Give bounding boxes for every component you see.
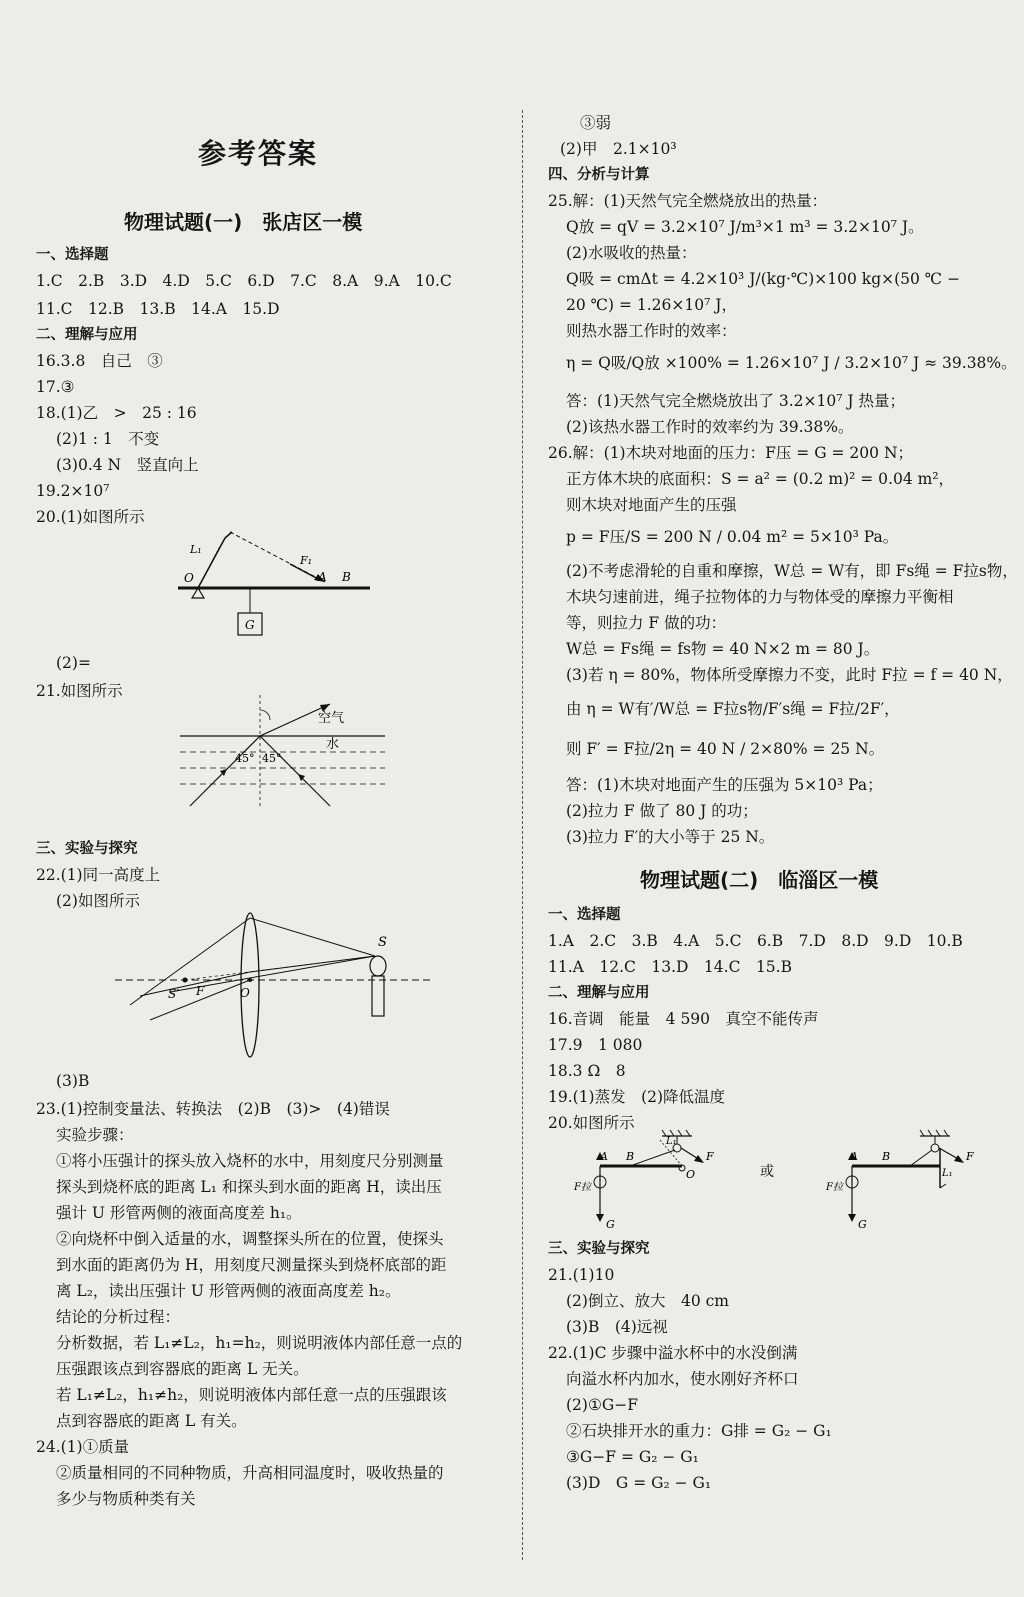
answer-25-2: Q放 = qV = 3.2×10⁷ J/m³×1 m³ = 3.2×10⁷ J。	[566, 218, 924, 236]
exam2-answer-16: 16.音调 能量 4 590 真空不能传声	[548, 1010, 819, 1028]
answer-23-13: 点到容器底的距离 L 有关。	[56, 1412, 247, 1430]
exam2-choice-row1: 1.A 2.C 3.B 4.A 5.C 6.B 7.D 8.D 9.D 10.B	[548, 932, 963, 950]
exam1-choice-row1: 1.C 2.B 3.D 4.D 5.C 6.D 7.C 8.A 9.A 10.C	[36, 272, 452, 290]
answer-18-3: (3)0.4 N 竖直向上	[56, 456, 199, 474]
label-S: S	[378, 935, 387, 950]
lever-pulley-diagram	[570, 1128, 1000, 1238]
diagram-variant-2	[825, 1130, 974, 1231]
v1-label-B: B	[626, 1150, 635, 1163]
label-F: F	[196, 984, 205, 998]
answer-22-1: 22.(1)同一高度上	[36, 866, 161, 884]
exam2-answer-22-2: 向溢水杯内加水，使水刚好齐杯口	[566, 1370, 799, 1388]
answer-24-3-weak: ③弱	[580, 114, 612, 132]
answer-25-3: (2)水吸收的热量：	[566, 244, 697, 262]
v1-label-F: F	[706, 1150, 714, 1163]
answer-25-5: 20 ℃) = 1.26×10⁷ J，	[566, 296, 737, 314]
exam1-section-understanding: 二、理解与应用	[36, 327, 138, 343]
label-O-lens: O	[240, 986, 250, 1000]
label-angle2: 45°	[262, 752, 282, 765]
v2-label-Fla: F拉	[826, 1182, 843, 1193]
convex-lens	[241, 913, 259, 1057]
label-S-prime: S′	[168, 987, 179, 1001]
v2-label-G: G	[858, 1218, 867, 1231]
answer-26-1: 26.解：(1)木块对地面的压力：F压 = G = 200 N；	[548, 444, 914, 462]
answer-18-1: 18.(1)乙 > 25 : 16	[36, 404, 197, 422]
answer-26-14: (3)拉力 F′的大小等于 25 N。	[566, 828, 775, 846]
exam1-choice-row2: 11.C 12.B 13.B 14.A 15.D	[36, 300, 280, 318]
answer-24-2: ②质量相同的不同种物质，升高相同温度时，吸收热量的	[56, 1464, 444, 1482]
label-air: 空气	[318, 711, 345, 726]
answer-26-6: 木块匀速前进，绳子拉物体的力与物体受的摩擦力平衡相	[566, 588, 954, 606]
label-F1: F₁	[300, 554, 313, 567]
column-divider	[522, 110, 523, 1560]
answer-23-3: ①将小压强计的探头放入烧杯的水中，用刻度尺分别测量	[56, 1152, 444, 1170]
exam2-answer-19: 19.(1)蒸发 (2)降低温度	[548, 1088, 726, 1106]
label-water: 水	[326, 737, 340, 752]
answer-20: 20.(1)如图所示	[36, 508, 145, 526]
exam2-section-experiment: 三、实验与探究	[548, 1241, 650, 1257]
answer-23-1: 23.(1)控制变量法、转换法 (2)B (3)> (4)错误	[36, 1100, 390, 1118]
reflected-ray	[260, 736, 330, 806]
label-L1: L₁	[190, 543, 202, 556]
lens-diagram	[110, 910, 440, 1065]
answer-26-7: 等，则拉力 F 做的功：	[566, 614, 727, 632]
answer-23-8: 离 L₂，读出压强计 U 形管两侧的液面高度差 h₂。	[56, 1282, 401, 1300]
answer-26-8: W总 = Fs绳 = fs物 = 40 N×2 m = 80 J。	[566, 640, 880, 658]
answer-24-1: 24.(1)①质量	[36, 1438, 130, 1456]
v1-label-A: A	[600, 1150, 608, 1163]
exam2-answer-21-3: (3)B (4)远视	[566, 1318, 668, 1336]
refraction-diagram	[180, 690, 390, 815]
main-title: 参考答案	[198, 137, 319, 170]
exam2-answer-22-1: 22.(1)C 步骤中溢水杯中的水没倒满	[548, 1344, 798, 1362]
answer-26-10: 由 η = W有′/W总 = F拉s物/F′s绳 = F拉/2F′，	[566, 700, 900, 718]
answer-25-8: 答：(1)天然气完全燃烧放出了 3.2×10⁷ J 热量；	[566, 392, 906, 410]
v1-label-L1: L₁	[666, 1136, 677, 1147]
candle-body	[372, 976, 384, 1016]
exam2-answer-18: 18.3 Ω 8	[548, 1062, 626, 1080]
exam2-section-understanding: 二、理解与应用	[548, 985, 650, 1001]
v2-label-L1: L₁	[942, 1168, 953, 1179]
v2-label-A: A	[850, 1150, 858, 1163]
exam2-answer-20: 20.如图所示	[548, 1114, 635, 1132]
exam2-title: 物理试题(二) 临淄区一模	[640, 868, 879, 892]
lever-diagram	[170, 520, 380, 650]
answer-22-2: (2)如图所示	[56, 892, 140, 910]
answer-17: 17.③	[36, 378, 75, 396]
answer-26-3: 则木块对地面产生的压强	[566, 496, 737, 514]
v2-label-F: F	[966, 1150, 974, 1163]
answer-19: 19.2×10⁷	[36, 482, 110, 500]
candle-flame	[370, 956, 386, 976]
label-angle1: 45°	[235, 752, 255, 765]
answer-24-3: 多少与物质种类有关	[56, 1490, 196, 1508]
label-B: B	[342, 570, 351, 584]
answer-22-3: (3)B	[56, 1072, 90, 1090]
or-label: 或	[760, 1164, 774, 1180]
answer-26-5: (2)不考虑滑轮的自重和摩擦，W总 = W有，即 Fs绳 = F拉s物，	[566, 562, 1018, 580]
answer-26-2: 正方体木块的底面积：S = a² = (0.2 m)² = 0.04 m²，	[566, 470, 955, 488]
answer-16: 16.3.8 自己 ③	[36, 352, 163, 370]
label-A: A	[318, 570, 327, 584]
answer-23-2: 实验步骤：	[56, 1126, 134, 1144]
exam2-answer-21-1: 21.(1)10	[548, 1266, 615, 1284]
v1-label-Fla: F拉	[574, 1182, 591, 1193]
exam2-choice-row2: 11.A 12.C 13.D 14.C 15.B	[548, 958, 792, 976]
answer-24-2b: (2)甲 2.1×10³	[560, 140, 677, 158]
answer-23-10: 分析数据，若 L₁≠L₂，h₁=h₂，则说明液体内部任意一点的	[56, 1334, 463, 1352]
answer-23-6: ②向烧杯中倒入适量的水，调整探头所在的位置，使探头	[56, 1230, 444, 1248]
v2-label-B: B	[882, 1150, 891, 1163]
exam2-answer-22-6: (3)D G = G₂ − G₁	[566, 1474, 712, 1492]
exam2-answer-21-2: (2)倒立、放大 40 cm	[566, 1292, 729, 1310]
answer-23-7: 到水面的距离仍为 H，用刻度尺测量探头到烧杯底部的距	[56, 1256, 447, 1274]
answer-23-9: 结论的分析过程：	[56, 1308, 181, 1326]
section-calculation: 四、分析与计算	[548, 167, 650, 183]
label-O: O	[184, 571, 194, 585]
exam2-answer-17: 17.9 1 080	[548, 1036, 643, 1054]
answer-21: 21.如图所示	[36, 682, 123, 700]
answer-23-12: 若 L₁≠L₂，h₁≠h₂，则说明液体内部任意一点的压强跟该	[56, 1386, 447, 1404]
answer-26-12: 答：(1)木块对地面产生的压强为 5×10³ Pa；	[566, 776, 883, 794]
answer-25-1: 25.解：(1)天然气完全燃烧放出的热量：	[548, 192, 828, 210]
v1-label-G: G	[606, 1218, 615, 1231]
answer-25-9: (2)该热水器工作时的效率约为 39.38%。	[566, 418, 854, 436]
exam1-section-choice: 一、选择题	[36, 247, 109, 263]
v1-label-O: O	[686, 1168, 696, 1181]
answer-25-4: Q吸 = cmΔt = 4.2×10³ J/(kg·℃)×100 kg×(50 ℃ −	[566, 270, 961, 288]
exam2-answer-22-3: (2)①G−F	[566, 1396, 638, 1414]
diagram-variant-1	[573, 1130, 714, 1231]
answer-25-7: η = Q吸/Q放 ×100% = 1.26×10⁷ J / 3.2×10⁷ J ≈ 39.38%。	[566, 354, 1017, 372]
exam1-title: 物理试题(一) 张店区一模	[124, 210, 363, 234]
answer-23-5: 强计 U 形管两侧的液面高度差 h₁。	[56, 1204, 302, 1222]
answer-26-9: (3)若 η = 80%，物体所受摩擦力不变，此时 F拉 = f = 40 N，	[566, 666, 1013, 684]
answer-26-11: 则 F′ = F拉/2η = 40 N / 2×80% = 25 N。	[566, 740, 885, 758]
exam2-answer-22-5: ③G−F = G₂ − G₁	[566, 1448, 699, 1466]
answer-18-2: (2)1 : 1 不变	[56, 430, 160, 448]
answer-20-2: (2)=	[56, 654, 91, 672]
exam2-answer-22-4: ②石块排开水的重力：G排 = G₂ − G₁	[566, 1422, 832, 1440]
answer-25-6: 则热水器工作时的效率：	[566, 322, 737, 340]
exam1-section-experiment: 三、实验与探究	[36, 841, 138, 857]
answer-23-11: 压强跟该点到容器底的距离 L 无关。	[56, 1360, 309, 1378]
answer-23-4: 探头到烧杯底的距离 L₁ 和探头到水面的距离 H，读出压	[56, 1178, 442, 1196]
answer-26-4: p = F压/S = 200 N / 0.04 m² = 5×10³ Pa。	[566, 528, 899, 546]
answer-26-13: (2)拉力 F 做了 80 J 的功；	[566, 802, 758, 820]
exam2-section-choice: 一、选择题	[548, 907, 621, 923]
label-G: G	[245, 618, 255, 632]
